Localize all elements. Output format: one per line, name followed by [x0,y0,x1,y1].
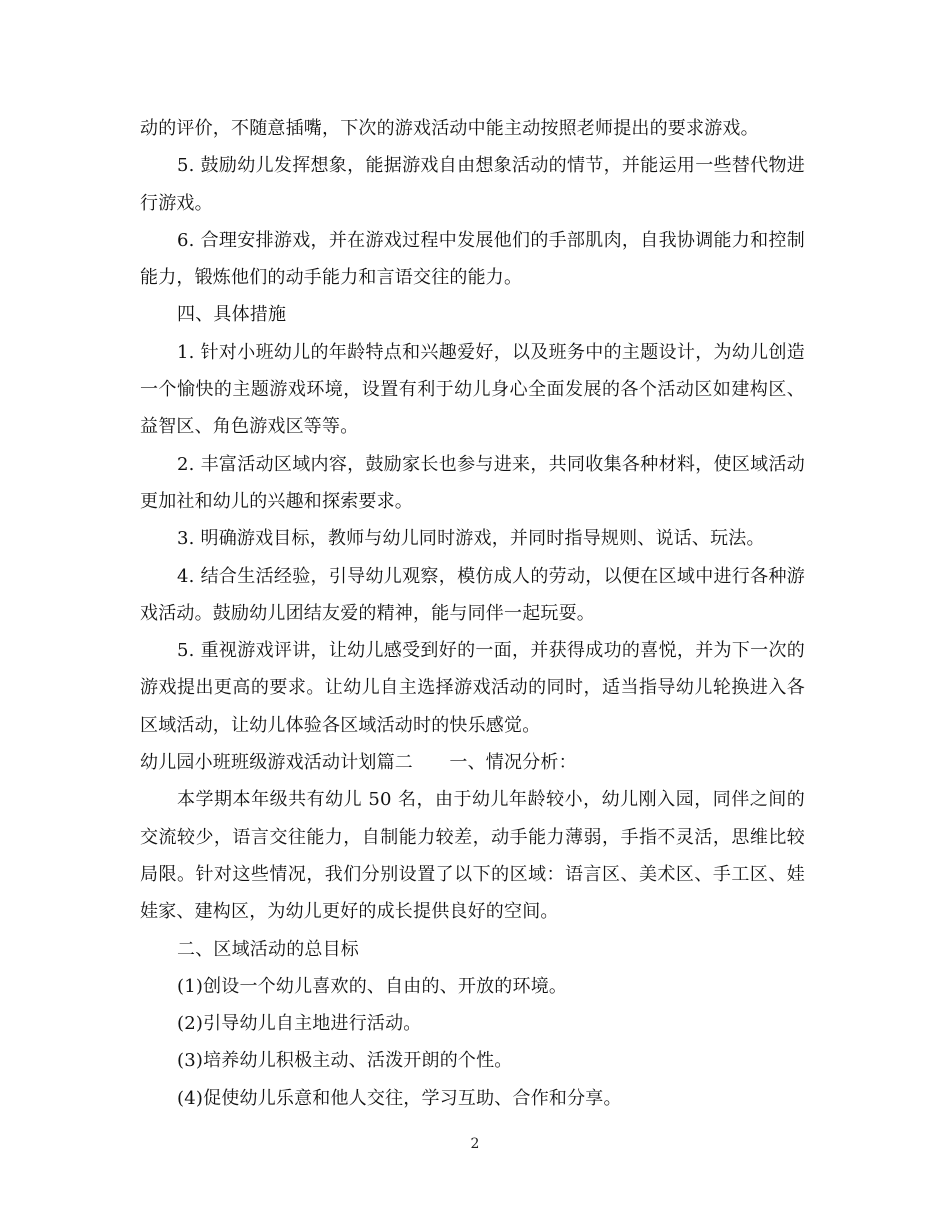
paragraph: 4. 结合生活经验，引导幼儿观察，模仿成人的劳动，以便在区域中进行各种游戏活动。鼓励幼儿团结友爱的精神，能与同伴一起玩耍。 [140,565,805,624]
list-item: (2)引导幼儿自主地进行活动。 [177,1013,422,1035]
list-item: (1)创设一个幼儿喜欢的、自由的、开放的环境。 [177,975,568,997]
paragraph: 动的评价，不随意插嘴，下次的游戏活动中能主动按照老师提出的要求游戏。 [140,118,759,139]
section-heading: 二、区域活动的总目标 [177,938,359,960]
paragraph: 5. 鼓励幼儿发挥想象，能据游戏自由想象活动的情节，并能运用一些替代物进行游戏。 [140,155,805,214]
paragraph: 3. 明确游戏目标，教师与幼儿同时游戏，并同时指导规则、说话、玩法。 [177,528,765,550]
paragraph: 1. 针对小班幼儿的年龄特点和兴趣爱好，以及班务中的主题设计，为幼儿创造一个愉快的主题游戏环境，设置有利于幼儿身心全面发展的各个活动区如建构区、益智区、角色游戏区等等。 [140,341,805,438]
section-title: 幼儿园小班班级游戏活动计划篇二 一、情况分析： [140,752,577,774]
section-heading: 四、具体措施 [177,304,287,326]
page-number: 2 [470,1136,480,1152]
paragraph: 2. 丰富活动区域内容，鼓励家长也参与进来，共同收集各种材料，使区域活动更加社和幼儿的兴趣和探索要求。 [140,453,805,512]
paragraph: 6. 合理安排游戏，并在游戏过程中发展他们的手部肌肉，自我协调能力和控制能力，锻炼他们的动手能力和言语交往的能力。 [140,229,805,289]
paragraph: 5. 重视游戏评讲，让幼儿感受到好的一面，并获得成功的喜悦，并为下一次的游戏提出更高的要求。让幼儿自主选择游戏活动的同时，适当指导幼儿轮换进入各区域活动，让幼儿体验各区域活动时的快乐感觉。 [140,640,805,736]
list-item: (3)培养幼儿积极主动、活泼开朗的个性。 [177,1050,513,1072]
list-item: (4)促使幼儿乐意和他人交往，学习互助、合作和分享。 [177,1087,622,1109]
paragraph: 本学期本年级共有幼儿 50 名，由于幼儿年龄较小，幼儿刚入园，同伴之间的交流较少，语言交往能力，自制能力较差，动手能力薄弱，手指不灵活，思维比较局限。针对这些情况，我们分别设置了以下的区域：语言区、美术区、手工区、娃娃家、建构区，为幼儿更好的成长提供良好的空间。 [140,789,805,923]
document-body [140,110,805,1117]
